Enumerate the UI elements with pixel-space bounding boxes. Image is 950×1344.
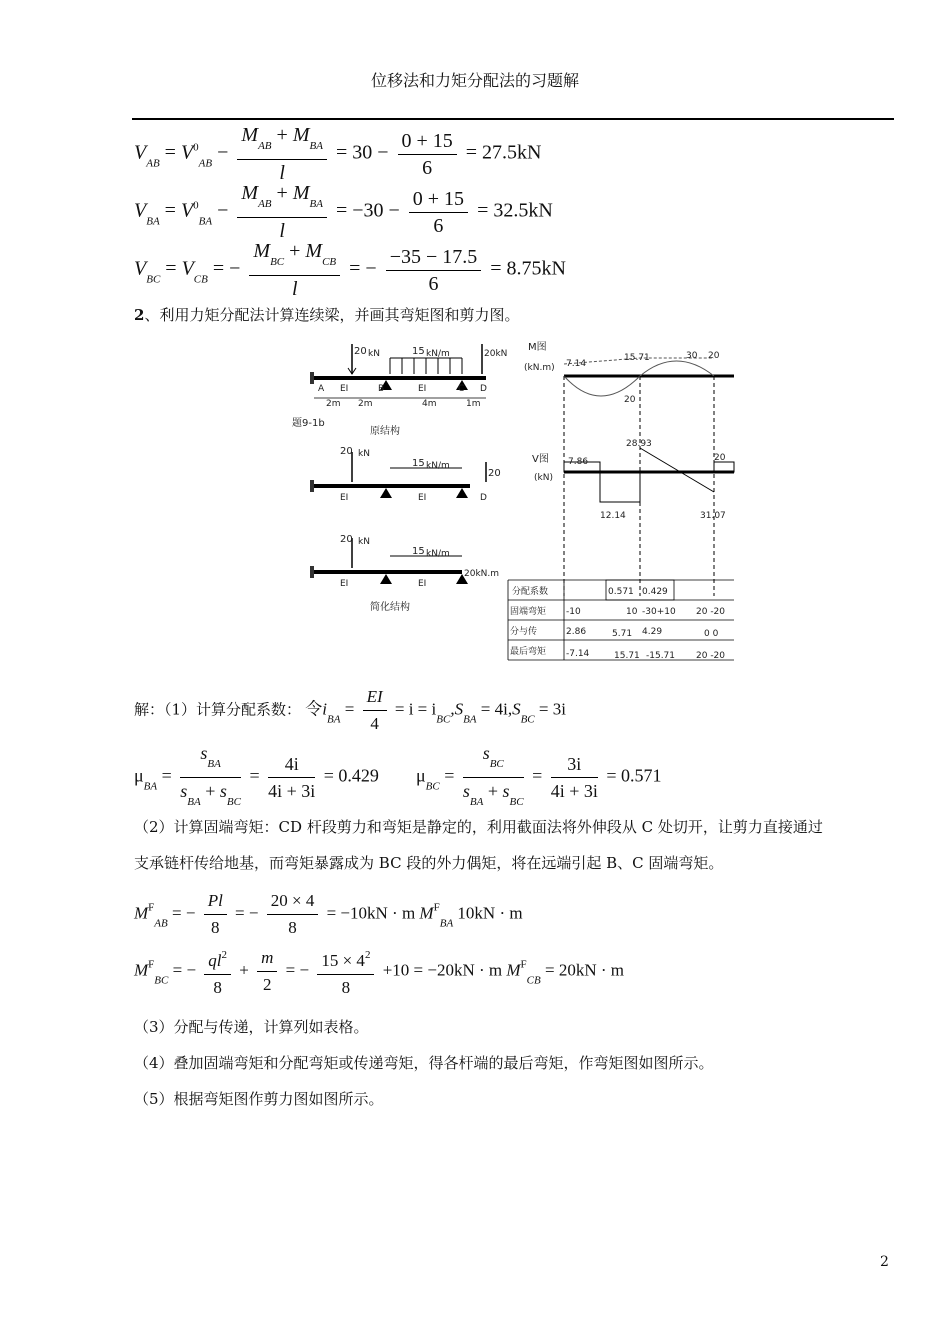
svg-text:20kN.m: 20kN.m: [464, 569, 500, 579]
step5-line: （5）根据弯矩图作剪力图如图所示。: [134, 1090, 384, 1108]
svg-text:4m: 4m: [422, 399, 437, 409]
svg-text:15: 15: [412, 546, 425, 557]
svg-text:B: B: [378, 384, 385, 394]
figure-label: 题9-1b: [292, 418, 325, 429]
svg-text:20 -20: 20 -20: [696, 651, 726, 661]
svg-text:7.86: 7.86: [568, 457, 589, 467]
fixed-end-moment-ab: $M^F_{AB}$ = − $\frac{Pl}{8}$ = − $\frac{20 \times 4}{8}$ = −10kN · m $M^F_{BA}$ 10kN · m: [134, 888, 523, 941]
svg-text:D: D: [480, 384, 487, 394]
svg-text:-30+10: -30+10: [642, 607, 676, 617]
svg-text:20kN: 20kN: [484, 349, 508, 359]
step4-line: （4）叠加固端弯矩和分配弯矩或传递弯矩，得各杆端的最后弯矩，作弯矩图如图所示。: [134, 1054, 714, 1072]
page-number: 2: [880, 1254, 889, 1270]
svg-text:kN: kN: [358, 537, 370, 547]
svg-text:kN: kN: [368, 349, 380, 359]
svg-text:28.93: 28.93: [626, 439, 652, 449]
svg-text:-15.71: -15.71: [646, 651, 676, 661]
problem-statement: 2、利用力矩分配法计算连续梁，并画其弯矩图和剪力图。: [134, 306, 520, 324]
svg-text:D: D: [480, 493, 487, 503]
step3-line: （3）分配与传递，计算列如表格。: [134, 1018, 369, 1036]
svg-text:20: 20: [340, 534, 353, 545]
svg-text:30: 30: [686, 351, 698, 361]
svg-text:EI: EI: [418, 579, 427, 589]
svg-text:EI: EI: [340, 493, 349, 503]
svg-text:A: A: [318, 384, 325, 394]
svg-text:1m: 1m: [466, 399, 481, 409]
svg-text:M图: M图: [528, 342, 547, 353]
distribution-table: [508, 580, 734, 661]
svg-text:0.571: 0.571: [608, 587, 634, 597]
svg-text:10: 10: [626, 607, 638, 617]
svg-text:EI: EI: [340, 384, 349, 394]
svg-text:20: 20: [708, 351, 720, 361]
svg-text:固端弯矩: 固端弯矩: [510, 607, 547, 617]
svg-text:(kN.m): (kN.m): [524, 363, 555, 373]
svg-text:最后弯矩: 最后弯矩: [510, 647, 547, 657]
svg-text:15.71: 15.71: [614, 651, 640, 661]
equation-vab: $V_{AB} = V^0_{AB}$ − $\frac{M_{AB} + M_{BA}}{l}$ = 30 − $\frac{0 + 15}{6}$ = 27.5kN: [134, 124, 542, 184]
svg-text:(kN): (kN): [534, 473, 553, 483]
svg-text:kN/m: kN/m: [426, 349, 450, 359]
svg-text:2m: 2m: [326, 399, 341, 409]
svg-text:-7.14: -7.14: [566, 649, 590, 659]
svg-text:5.71: 5.71: [612, 629, 633, 639]
svg-text:31.07: 31.07: [700, 511, 726, 521]
original-structure: [292, 344, 507, 437]
svg-text:20: 20: [340, 446, 353, 457]
beam-figure: [292, 336, 740, 666]
svg-text:分配系数: 分配系数: [512, 587, 549, 597]
svg-text:EI: EI: [340, 579, 349, 589]
svg-text:kN: kN: [358, 449, 370, 459]
moment-diagram: [524, 341, 734, 596]
svg-text:2.86: 2.86: [566, 627, 587, 637]
svg-text:15: 15: [412, 458, 425, 469]
svg-text:EI: EI: [418, 384, 427, 394]
svg-text:15: 15: [412, 346, 425, 357]
svg-text:0 0: 0 0: [704, 629, 719, 639]
equation-vba: $V_{BA} = V^0_{BA}$ − $\frac{M_{AB} + M_{BA}}{l}$ = −30 − $\frac{0 + 15}{6}$ = 32.5kN: [134, 182, 553, 242]
svg-text:-10: -10: [566, 607, 581, 617]
svg-text:4.29: 4.29: [642, 627, 663, 637]
simplified-caption: 简化结构: [370, 602, 410, 613]
svg-text:20: 20: [714, 453, 726, 463]
svg-text:分与传: 分与传: [510, 627, 538, 637]
svg-text:12.14: 12.14: [600, 511, 626, 521]
svg-text:V图: V图: [532, 454, 549, 465]
mu-ba-equation: $\mu_{BA}$ = $\frac{s_{BA}}{s_{BA} + s_{BC}}$ = $\frac{4i}{4i + 3i}$ = 0.429: [134, 740, 379, 815]
step2-line: （2）计算固端弯矩：CD 杆段剪力和弯矩是静定的，利用截面法将外伸段从 C 处切开，让剪力直接通过: [134, 818, 823, 836]
step1-line: 解：（1）计算分配系数： 令$i_{BA}$ = $\frac{EI}{4}$ = $i = i_{BC},S_{BA} = 4i,S_{BC} = 3i$: [134, 684, 566, 737]
svg-text:kN/m: kN/m: [426, 549, 450, 559]
original-caption: 原结构: [370, 426, 400, 437]
svg-text:15.71: 15.71: [624, 353, 650, 363]
mu-bc-equation: $\mu_{BC}$ = $\frac{s_{BC}}{s_{BA} + s_{BC}}$ = $\frac{3i}{4i + 3i}$ = 0.571: [416, 740, 662, 815]
step2b-line: 支承链杆传给地基，而弯矩暴露成为 BC 段的外力偶矩，将在远端引起 B、C 固端弯矩。: [134, 854, 724, 872]
simplified-structure: [310, 534, 499, 613]
svg-text:2m: 2m: [358, 399, 373, 409]
svg-text:EI: EI: [418, 493, 427, 503]
svg-text:7.14: 7.14: [566, 359, 587, 369]
svg-text:20: 20: [488, 468, 501, 479]
shear-diagram: [532, 439, 734, 521]
page-header-title: 位移法和力矩分配法的习题解: [370, 71, 579, 90]
equation-vbc: $V_{BC} = V_{CB}$ = − $\frac{M_{BC} + M_{CB}}{l}$ = − $\frac{-35 - 17.5}{6}$ = 8.75kN: [134, 240, 567, 300]
svg-text:20: 20: [624, 395, 636, 405]
load-20-label: 20: [354, 346, 367, 357]
svg-text:20 -20: 20 -20: [696, 607, 726, 617]
svg-text:C: C: [458, 384, 465, 394]
fixed-end-moment-bc: $M^F_{BC}$ = − $\frac{ql^2}{8}$ + $\frac{m}{2}$ = − $\frac{15 \times 4^2}{8}$ +10 = −20kN · m $M^F_{CB} = 20kN \cdot m$: [134, 942, 624, 1001]
svg-text:kN/m: kN/m: [426, 461, 450, 471]
intermediate-structure: [310, 446, 501, 503]
header-rule: [132, 118, 894, 120]
svg-text:0.429: 0.429: [642, 587, 668, 597]
